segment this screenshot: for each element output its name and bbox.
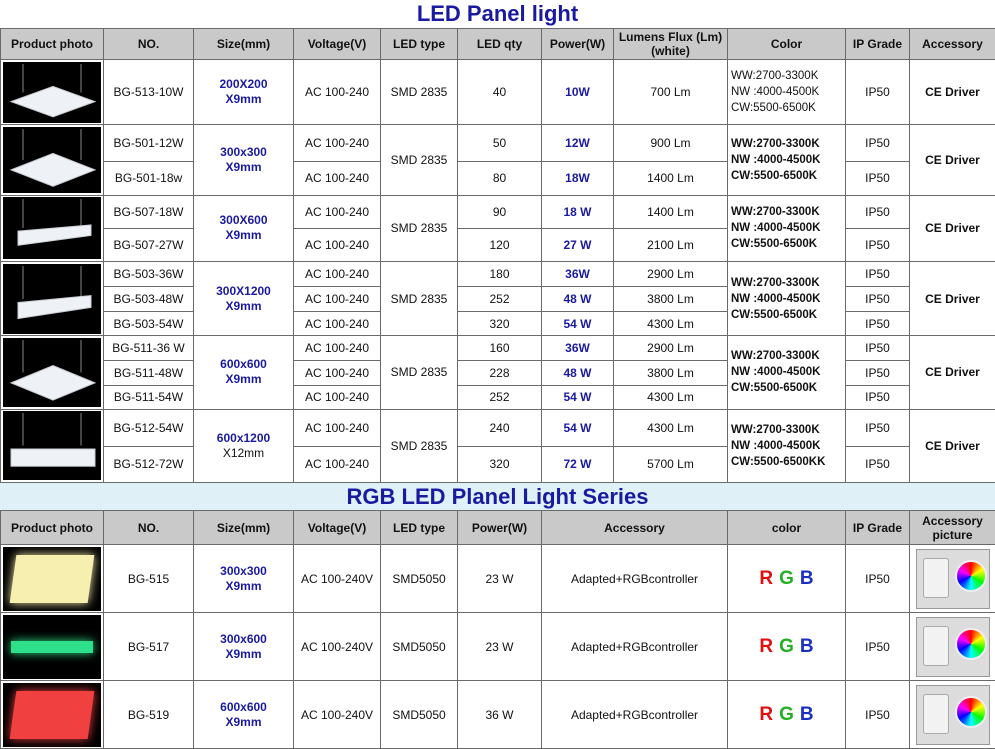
accessory: Adapted+RGBcontroller [542, 545, 728, 613]
column-header: Accessory picture [910, 511, 995, 545]
lumens: 2900 Lm [614, 261, 728, 286]
color-temp-line: NW :4000-4500K [731, 154, 821, 167]
ip-grade: IP50 [846, 125, 910, 161]
rgb-letter-r: R [759, 635, 774, 657]
lumens: 4300 Lm [614, 385, 728, 409]
ip-grade: IP50 [846, 161, 910, 195]
product-photo [1, 409, 104, 482]
ip-grade: IP50 [846, 287, 910, 312]
rgb-color-cell [728, 681, 846, 749]
power: 23 W [458, 545, 542, 613]
rgb-controller-image [916, 617, 990, 677]
power: 27 W [542, 228, 614, 261]
rgb-color-cell [728, 545, 846, 613]
table-row [1, 287, 995, 312]
size-thickness: X9mm [225, 578, 262, 593]
power: 54 W [542, 409, 614, 446]
model-number: BG-507-18W [104, 195, 194, 228]
power: 36W [542, 336, 614, 361]
product-photo [1, 261, 104, 335]
power: 12W [542, 125, 614, 161]
table-row [1, 409, 995, 446]
column-header: IP Grade [846, 511, 910, 545]
voltage: AC 100-240V [294, 613, 381, 681]
column-header: Product photo [1, 29, 104, 60]
ip-grade: IP50 [846, 613, 910, 681]
color-temperature [728, 60, 846, 125]
column-header: LED qty [458, 29, 542, 60]
panel-photo-image [3, 197, 101, 259]
accessory: CE Driver [910, 336, 995, 409]
size-thickness: X9mm [225, 228, 262, 243]
led-qty: 90 [458, 195, 542, 228]
table-row [1, 60, 995, 125]
led-qty: 180 [458, 261, 542, 286]
product-photo [1, 545, 104, 613]
column-header: LED type [381, 29, 458, 60]
rgb-panel-photo [3, 615, 101, 679]
rgb-panel-glow [10, 555, 95, 603]
voltage: AC 100-240V [294, 545, 381, 613]
accessory-picture [910, 545, 995, 613]
lumens: 3800 Lm [614, 361, 728, 385]
color-temp-line: CW:5500-6500K [731, 170, 818, 183]
ip-grade: IP50 [846, 261, 910, 286]
size-thickness: X9mm [225, 646, 262, 661]
color-temp-line: WW:2700-3300K [731, 70, 819, 83]
size-thickness: X9mm [225, 92, 262, 107]
color-temperature [728, 409, 846, 482]
voltage: AC 100-240 [294, 287, 381, 312]
size-dimensions: 300x300 [220, 563, 267, 578]
color-temp-line: WW:2700-3300K [731, 206, 820, 219]
product-photo [1, 195, 104, 261]
color-temp-line: NW :4000-4500K [731, 439, 821, 452]
led-qty: 320 [458, 446, 542, 482]
size-cell [194, 125, 294, 195]
product-photo [1, 613, 104, 681]
led-type: SMD 2835 [381, 195, 458, 261]
model-number: BG-513-10W [104, 60, 194, 125]
voltage: AC 100-240 [294, 361, 381, 385]
size-cell [194, 545, 294, 613]
table-row [1, 681, 995, 749]
rgb-letter-g: G [779, 635, 794, 657]
model-number: BG-517 [104, 613, 194, 681]
table-row [1, 613, 995, 681]
panel-light-table [0, 28, 995, 483]
voltage: AC 100-240 [294, 336, 381, 361]
color-temp-line: NW :4000-4500K [731, 292, 821, 305]
panel-light-icon [3, 127, 101, 193]
size-dimensions: 300x300 [220, 145, 267, 160]
table-row [1, 161, 995, 195]
color-temp-line: WW:2700-3300K [731, 276, 820, 289]
model-number: BG-511-48W [104, 361, 194, 385]
lumens: 700 Lm [614, 60, 728, 125]
size-cell [194, 613, 294, 681]
column-header: Lumens Flux (Lm)(white) [614, 29, 728, 60]
rgb-panel-glow [10, 691, 95, 739]
voltage: AC 100-240 [294, 228, 381, 261]
led-type: SMD 2835 [381, 261, 458, 335]
model-number: BG-503-36W [104, 261, 194, 286]
color-temp-line: NW :4000-4500K [731, 366, 821, 379]
panel-photo-image [3, 338, 101, 407]
table-row [1, 446, 995, 482]
color-temperature [728, 125, 846, 195]
remote-color-wheel-icon [955, 696, 987, 728]
power: 54 W [542, 385, 614, 409]
column-header: Product photo [1, 511, 104, 545]
size-dimensions: 300X1200 [216, 283, 271, 298]
panel-photo-image [3, 411, 101, 480]
column-header: color [728, 511, 846, 545]
table-row [1, 545, 995, 613]
panel-photo-image [3, 62, 101, 123]
size-dimensions: 300x600 [220, 631, 267, 646]
panel-light-icon [3, 411, 101, 480]
size-cell [194, 261, 294, 335]
remote-color-wheel-icon [955, 560, 987, 592]
lumens: 3800 Lm [614, 287, 728, 312]
power: 36 W [458, 681, 542, 749]
table-header-row [1, 29, 995, 60]
panel-light-icon [3, 338, 101, 407]
product-photo [1, 681, 104, 749]
remote-color-wheel-icon [955, 628, 987, 660]
model-number: BG-519 [104, 681, 194, 749]
lumens: 5700 Lm [614, 446, 728, 482]
model-number: BG-511-36 W [104, 336, 194, 361]
lumens: 4300 Lm [614, 409, 728, 446]
model-number: BG-503-54W [104, 312, 194, 336]
led-qty: 120 [458, 228, 542, 261]
table-row [1, 361, 995, 385]
ip-grade: IP50 [846, 385, 910, 409]
column-header: Voltage(V) [294, 511, 381, 545]
ip-grade: IP50 [846, 195, 910, 228]
table-row [1, 312, 995, 336]
accessory: CE Driver [910, 409, 995, 482]
led-qty: 252 [458, 385, 542, 409]
model-number: BG-501-12W [104, 125, 194, 161]
size-cell [194, 681, 294, 749]
accessory: Adapted+RGBcontroller [542, 613, 728, 681]
rgb-controller-image [916, 549, 990, 609]
model-number: BG-512-72W [104, 446, 194, 482]
lumens: 900 Lm [614, 125, 728, 161]
product-photo [1, 125, 104, 195]
controller-box [923, 626, 949, 666]
led-qty: 160 [458, 336, 542, 361]
product-photo [1, 336, 104, 409]
model-number: BG-512-54W [104, 409, 194, 446]
panel-photo-image [3, 264, 101, 334]
panel-light-icon [3, 197, 101, 259]
rgb-letter-g: G [779, 567, 794, 589]
lumens: 1400 Lm [614, 161, 728, 195]
size-dimensions: 600x600 [220, 357, 267, 372]
power: 36W [542, 261, 614, 286]
led-type: SMD 2835 [381, 125, 458, 195]
size-dimensions: 600x600 [220, 699, 267, 714]
power: 48 W [542, 361, 614, 385]
voltage: AC 100-240 [294, 312, 381, 336]
power: 72 W [542, 446, 614, 482]
size-thickness: X9mm [225, 714, 262, 729]
accessory: CE Driver [910, 60, 995, 125]
size-thickness: X9mm [225, 372, 262, 387]
panel-light-icon [3, 62, 101, 123]
accessory-picture [910, 613, 995, 681]
voltage: AC 100-240 [294, 195, 381, 228]
led-qty: 228 [458, 361, 542, 385]
column-header: Voltage(V) [294, 29, 381, 60]
power: 18W [542, 161, 614, 195]
size-cell [194, 195, 294, 261]
panel-light-title: LED Panel light [0, 0, 995, 28]
led-type: SMD5050 [381, 681, 458, 749]
accessory: Adapted+RGBcontroller [542, 681, 728, 749]
accessory: CE Driver [910, 261, 995, 335]
column-header: Power(W) [542, 29, 614, 60]
color-temp-line: CW:5500-6500K [731, 102, 816, 115]
table-row [1, 261, 995, 286]
ip-grade: IP50 [846, 312, 910, 336]
led-type: SMD5050 [381, 613, 458, 681]
table-row [1, 385, 995, 409]
controller-box [923, 558, 949, 598]
led-type: SMD 2835 [381, 60, 458, 125]
size-thickness: X12mm [222, 445, 265, 460]
led-qty: 320 [458, 312, 542, 336]
color-temp-line: CW:5500-6500K [731, 238, 818, 251]
accessory: CE Driver [910, 195, 995, 261]
power: 54 W [542, 312, 614, 336]
color-temperature [728, 336, 846, 409]
power: 18 W [542, 195, 614, 228]
led-qty: 240 [458, 409, 542, 446]
color-temp-line: CW:5500-6500KK [731, 455, 826, 468]
model-number: BG-515 [104, 545, 194, 613]
column-header: IP Grade [846, 29, 910, 60]
lumens: 2100 Lm [614, 228, 728, 261]
table-row [1, 125, 995, 161]
table-header-row [1, 511, 995, 545]
ip-grade: IP50 [846, 60, 910, 125]
ip-grade: IP50 [846, 336, 910, 361]
color-temperature [728, 261, 846, 335]
column-header: Size(mm) [194, 511, 294, 545]
size-thickness: X9mm [225, 298, 262, 313]
accessory-picture [910, 681, 995, 749]
ip-grade: IP50 [846, 446, 910, 482]
voltage: AC 100-240 [294, 409, 381, 446]
size-cell [194, 336, 294, 409]
size-dimensions: 600x1200 [216, 430, 271, 445]
voltage: AC 100-240 [294, 161, 381, 195]
size-cell [194, 409, 294, 482]
color-temp-line: NW :4000-4500K [731, 222, 821, 235]
led-type: SMD 2835 [381, 336, 458, 409]
size-dimensions: 200X200 [219, 77, 268, 92]
ip-grade: IP50 [846, 409, 910, 446]
size-thickness: X9mm [225, 160, 262, 175]
column-header: NO. [104, 511, 194, 545]
table-row [1, 336, 995, 361]
led-type: SMD5050 [381, 545, 458, 613]
product-photo [1, 60, 104, 125]
rgb-letter-r: R [759, 567, 774, 589]
rgb-panel-photo [3, 547, 101, 611]
rgb-panel-photo [3, 683, 101, 747]
column-header: NO. [104, 29, 194, 60]
size-cell [194, 60, 294, 125]
ip-grade: IP50 [846, 681, 910, 749]
color-temp-line: WW:2700-3300K [731, 350, 820, 363]
model-number: BG-501-18w [104, 161, 194, 195]
rgb-series-title: RGB LED Planel Light Series [0, 483, 995, 510]
accessory: CE Driver [910, 125, 995, 195]
table-row [1, 228, 995, 261]
lumens: 1400 Lm [614, 195, 728, 228]
table-row [1, 195, 995, 228]
led-qty: 80 [458, 161, 542, 195]
rgb-color-cell [728, 613, 846, 681]
power: 48 W [542, 287, 614, 312]
color-temp-line: NW :4000-4500K [731, 86, 820, 99]
led-qty: 50 [458, 125, 542, 161]
rgb-letter-b: B [799, 635, 814, 657]
rgb-letter-r: R [759, 703, 774, 725]
rgb-letter-g: G [779, 703, 794, 725]
size-dimensions: 300X600 [219, 213, 268, 228]
color-temp-line: CW:5500-6500K [731, 308, 818, 321]
column-header: Power(W) [458, 511, 542, 545]
color-temp-line: WW:2700-3300K [731, 138, 820, 151]
lumens: 2900 Lm [614, 336, 728, 361]
rgb-panel-table [0, 510, 995, 749]
power: 23 W [458, 613, 542, 681]
led-qty: 40 [458, 60, 542, 125]
voltage: AC 100-240 [294, 446, 381, 482]
rgb-panel-glow [11, 641, 93, 653]
ip-grade: IP50 [846, 228, 910, 261]
column-header: Size(mm) [194, 29, 294, 60]
model-number: BG-507-27W [104, 228, 194, 261]
voltage: AC 100-240 [294, 385, 381, 409]
ip-grade: IP50 [846, 361, 910, 385]
power: 10W [542, 60, 614, 125]
ip-grade: IP50 [846, 545, 910, 613]
column-header: Color [728, 29, 846, 60]
rgb-letter-b: B [799, 703, 814, 725]
led-type: SMD 2835 [381, 409, 458, 482]
model-number: BG-503-48W [104, 287, 194, 312]
voltage: AC 100-240 [294, 125, 381, 161]
model-number: BG-511-54W [104, 385, 194, 409]
panel-photo-image [3, 127, 101, 193]
rgb-controller-image [916, 685, 990, 745]
voltage: AC 100-240V [294, 681, 381, 749]
color-temperature [728, 195, 846, 261]
color-temp-line: WW:2700-3300K [731, 423, 820, 436]
rgb-letter-b: B [799, 567, 814, 589]
panel-light-icon [3, 264, 101, 334]
column-header: Accessory [910, 29, 995, 60]
lumens: 4300 Lm [614, 312, 728, 336]
voltage: AC 100-240 [294, 60, 381, 125]
color-temp-line: CW:5500-6500K [731, 382, 818, 395]
column-header: LED type [381, 511, 458, 545]
voltage: AC 100-240 [294, 261, 381, 286]
column-header: Accessory [542, 511, 728, 545]
controller-box [923, 694, 949, 734]
led-qty: 252 [458, 287, 542, 312]
